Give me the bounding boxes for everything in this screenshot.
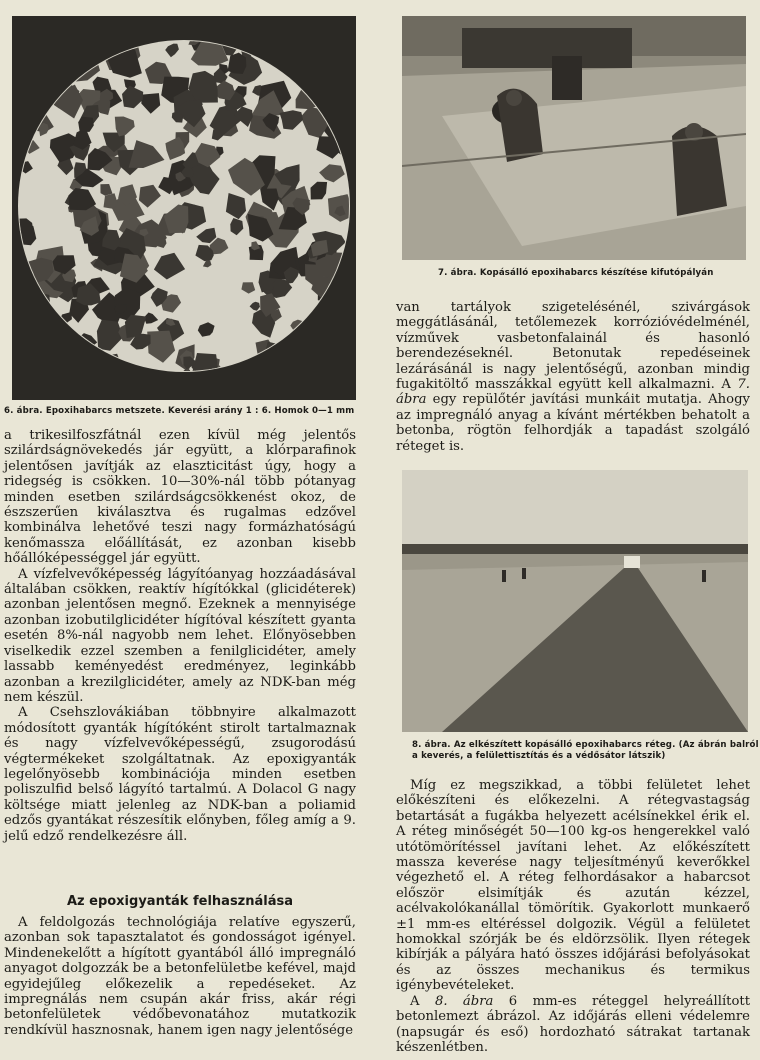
figure-6-photo [12, 16, 356, 400]
figure-6-caption: 6. ábra. Epoxihabarcs metszete. Keverési arány 1 : 6. Homok 0—1 mm [4, 406, 355, 416]
finished-layer-image [402, 470, 748, 732]
right-paragraph-1-text-a: van tartályok szigetelésénél, szivárgások meggátlásánál, tetőlemezek korrózióvédelménél, vízművek vasbetonfalainál és hasonló berendezéseknél. Betonutak repedéseinek lezárásánál is nagy jelentőségű, azonban mindig fugakitöltő masszákkal együtt kell alkalmazni. A [396, 300, 750, 393]
figure-7-reference: 7. ábra [396, 377, 750, 408]
left-paragraph-2: A vízfelvevőképesség lágyítóanyag hozzáadásával általában csökken, reaktív hígítókkal (glicidéterek) azonban jelentősen megnő. Ezeknek a mennyisége azonban izobutilglicidéter hígítóval készített gyanta esetén 8%-nál nagyobb nem lehet. Előnyösebben viselkedik ezzel szemben a fenilglicidéter, amely lassabb keményedést eredményez, leginkább azonban a krezilglicidéter, amely az NDK-ban még nem készül. [4, 566, 356, 705]
figure-8-caption [412, 740, 759, 762]
left-column [4, 428, 356, 844]
figure-8-photo [402, 470, 748, 732]
left-column-section [4, 915, 356, 1038]
mortar-cross-section-image [12, 16, 356, 400]
section-heading: Az epoxigyanták felhasználása [66, 894, 294, 909]
figure-7-caption: 7. ábra. Kopásálló epoxihabarcs készítése kifutópályán [438, 268, 714, 278]
figure-8-reference: 8. ábra [434, 993, 494, 1009]
right-paragraph-1 [396, 300, 750, 454]
figure-8-caption-line-1: 8. ábra. Az elkészített kopásálló epoxihabarcs réteg. (Az ábrán balról [412, 740, 759, 750]
left-paragraph-4: A feldolgozás technológiája relatíve egyszerű, azonban sok tapasztalatot és gondosságot igényel. Mindenekelőtt a hígított gyantából álló impregnáló anyagot dolgozzák be a betonfelületbe kefével, majd egyidejűleg előkezelik a repedéseket. Az impregnálás nem csupán akár friss, akár régi betonfelületek védőbevonatához mutatkozik rendkívül hasznosnak, hanem igen nagy jelentősége [4, 915, 356, 1038]
right-paragraph-3 [396, 994, 750, 1056]
left-paragraph-3: A Csehszlovákiában többnyire alkalmazott módosított gyanták hígítóként stirolt tartalmaznak és nagy vízfelvevőképességű, zsugorodású végtermékeket szolgáltatnak. Az epoxigyanták legelőnyösebb kombinációja minden esetben poliszulfid belső lágyító tartalmú. A Dolacol G nagy költsége miatt jelenleg az NDK-ban a poliamid edzős gyantákat részesítik előnyben, főleg amíg a 9. jelű edző rendelkezésre áll. [4, 705, 356, 844]
figure-7-photo [402, 16, 746, 260]
right-paragraph-2: Míg ez megszikkad, a többi felületet lehet előkészíteni és előkezelni. A rétegvastagság betartását a fugákba helyezett acélsínekkel érik el. A réteg minőségét 50—100 kg-os hengerekkel való utótömörítéssel javítani lehet. Az előkészített massza keverése nagy teljesítményű keverőkkel végezhető el. A réteg felhordásakor a habarcsot először elsimítják és azután kézzel, acélvakolókanállal tömörítik. Gyakorlott munkaerő ±1 mm-es eltéréssel dolgozik. Végül a felületet homokkal szórják be és eldörzsölik. Ilyen rétegek kibírják a pályára ható összes időjárási befolyásokat és az összes mechanikus és termikus igénybevételeket. [396, 778, 750, 994]
right-paragraph-1-text-b: egy repülőtér javítási munkáit mutatja. Ahogy az impregnáló anyag a kívánt mértékben behatolt a betonba, rögtön felhordják a tapadást szolgáló réteget is. [396, 392, 750, 454]
runway-repair-image [402, 16, 746, 260]
figure-8-caption-line-2: a keverés, a felülettisztítás és a védősátor látszik) [412, 751, 666, 761]
right-paragraph-3-text-a: A [410, 993, 435, 1009]
right-paragraph-3-text-b: 6 mm-es réteggel helyreállított betonlemezt ábrázol. Az időjárás elleni védelemre (napsugár és eső) hordozható sátrakat tartanak készenlétben. [396, 993, 751, 1055]
right-column-top [396, 300, 750, 454]
left-paragraph-1: a trikesilfoszfátnál ezen kívül még jelentős szilárdságnövekedés jár együtt, a klórparafinok jelentősen javítják az elaszticitást úgy, hogy a ridegség is csökken. 10—30%-nál több pótanyag minden esetben szilárdságcsökkenést okoz, de észszerűen kiválasztva és rugalmas edzővel kombinálva lehetővé teszi nagy formázhatóságú kenőmassza előállítását, ez azonban kisebb hőállóképességgel jár együtt. [4, 428, 356, 567]
right-column-bottom [396, 778, 750, 1055]
